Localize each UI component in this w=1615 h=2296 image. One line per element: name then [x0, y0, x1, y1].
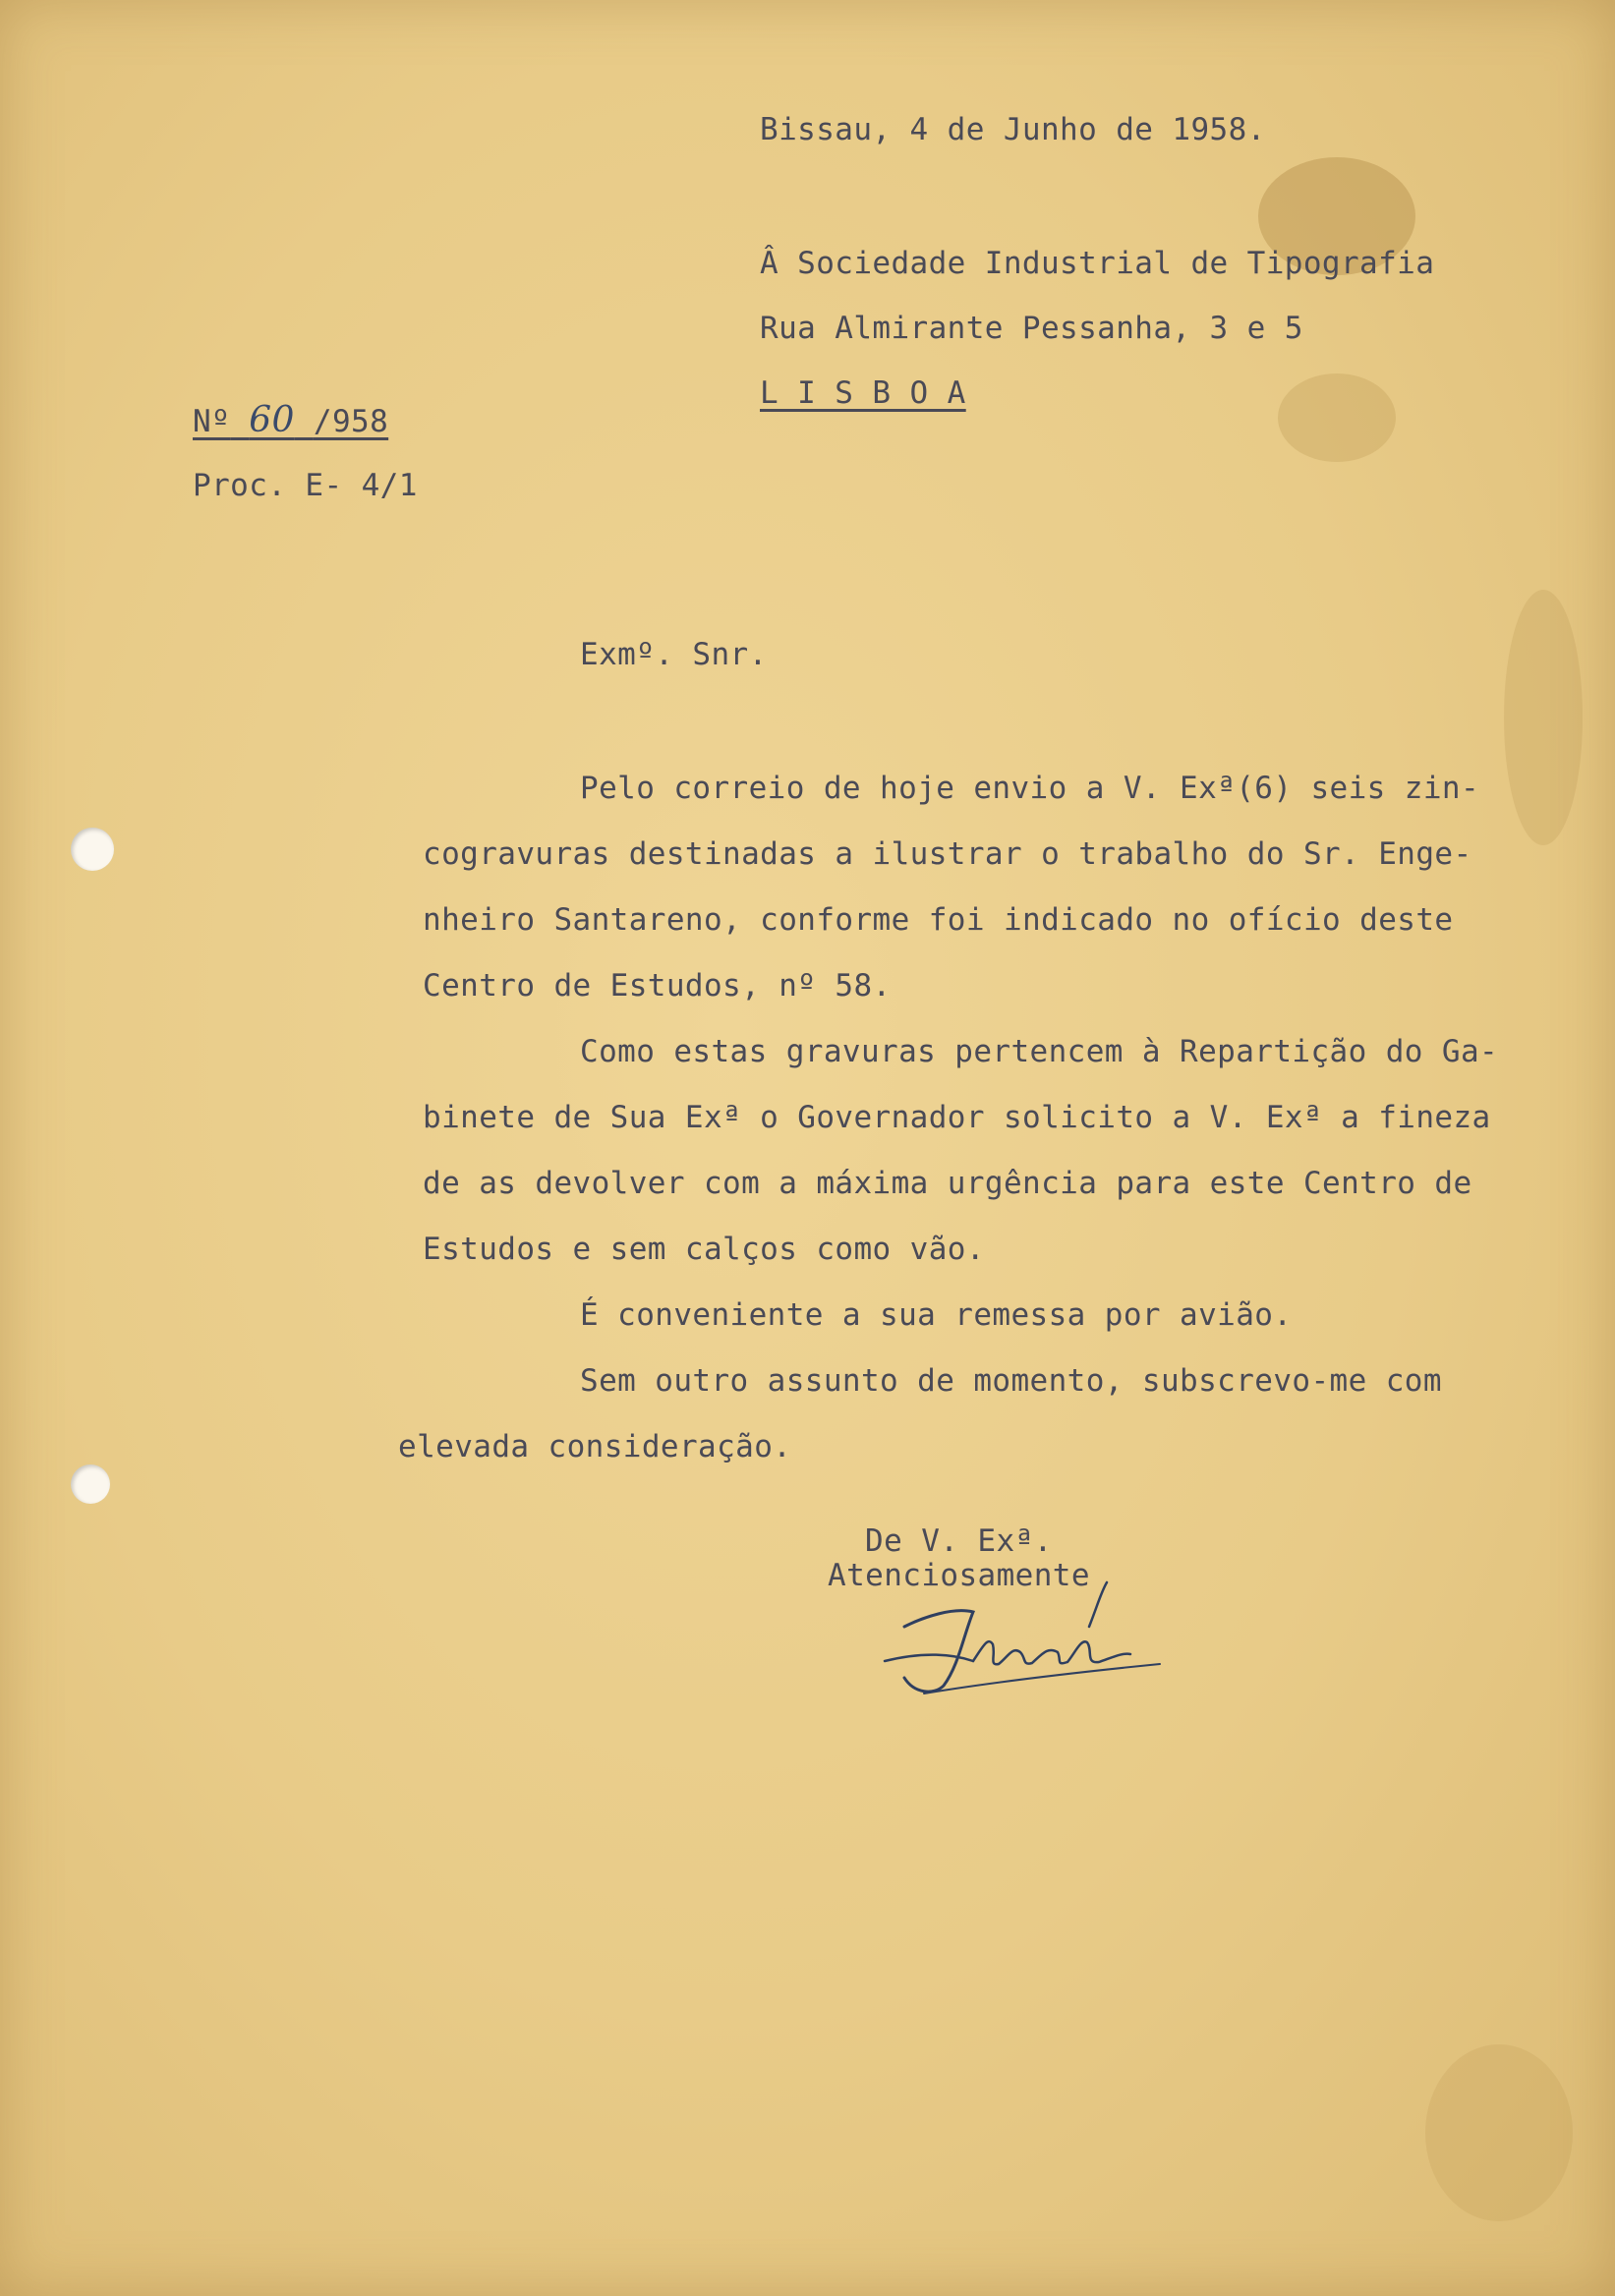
foxing-stain [1504, 590, 1583, 845]
recipient-city: L I S B O A [760, 375, 966, 411]
foxing-stain [1425, 2044, 1573, 2221]
date-line: Bissau, 4 de Junho de 1958. [760, 112, 1266, 147]
closing-line-1: De V. Exª. [865, 1523, 1053, 1559]
body-line: nheiro Santareno, conforme foi indicado no ofício deste [423, 902, 1454, 938]
body-line: Como estas gravuras pertencem à Repartição do Ga- [580, 1034, 1499, 1069]
body-line: de as devolver com a máxima urgência para este Centro de [423, 1166, 1472, 1201]
body-line: elevada consideração. [398, 1429, 792, 1464]
body-line: Sem outro assunto de momento, subscrevo-me com [580, 1363, 1442, 1399]
reference-handwritten-number: 60 [249, 400, 295, 440]
body-line: Pelo correio de hoje envio a V. Exª(6) seis zin- [580, 771, 1480, 806]
body-line: Centro de Estudos, nº 58. [423, 968, 892, 1004]
recipient-line-2: Rua Almirante Pessanha, 3 e 5 [760, 311, 1303, 346]
process-reference: Proc. E- 4/1 [193, 468, 418, 503]
body-line: cogravuras destinadas a ilustrar o trabalho do Sr. Enge- [423, 836, 1472, 872]
punch-hole [71, 1464, 110, 1504]
body-line: Estudos e sem calços como vão. [423, 1232, 985, 1267]
punch-hole [71, 828, 114, 871]
signature [865, 1568, 1180, 1715]
body-line: binete de Sua Exª o Governador solicito a V. Exª a fineza [423, 1100, 1491, 1135]
reference-number [193, 400, 389, 440]
reference-year: /958 [313, 404, 389, 439]
salutation: Exmº. Snr. [580, 637, 768, 672]
body-line: É conveniente a sua remessa por avião. [580, 1297, 1293, 1333]
foxing-stain [1278, 373, 1396, 462]
closing-line-2: Atenciosamente [828, 1558, 1090, 1593]
reference-prefix: Nº [193, 404, 231, 439]
recipient-line-1: Â Sociedade Industrial de Tipografia [760, 246, 1435, 281]
